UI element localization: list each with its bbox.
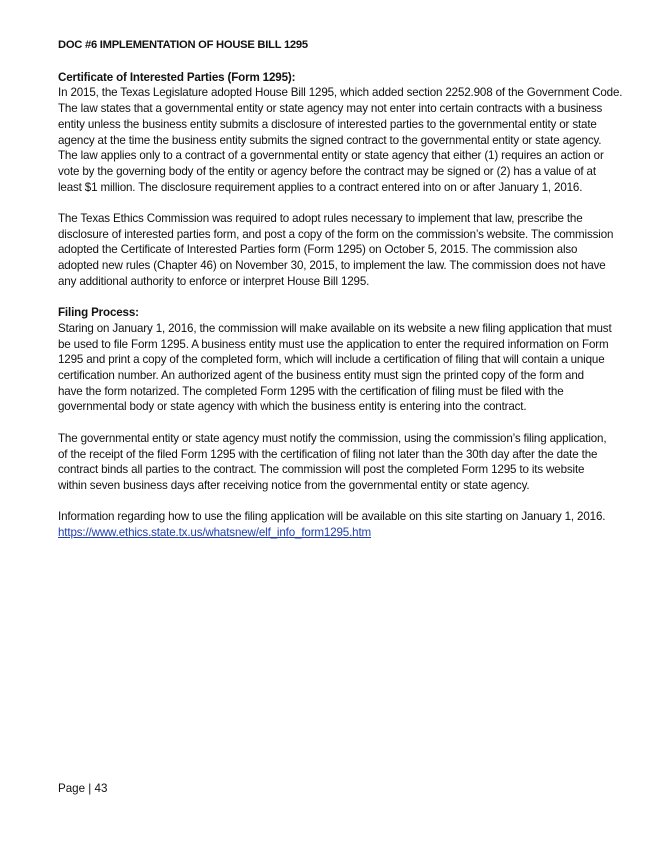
text-line: any additional authority to enforce or interpret House Bill 1295. <box>58 274 370 288</box>
text-line: governmental body or state agency with which the business entity is entering into the contract. <box>58 400 527 414</box>
text-line: vote by the governing body of the entity or agency before the contract may be signed or (2) has a value of at <box>58 164 596 178</box>
paragraph-commission-rules <box>58 211 618 290</box>
text-line: entity unless the business entity submits a disclosure of interested parties to the governmental entity or state <box>58 117 597 131</box>
text-line: have the form notarized. The completed Form 1295 with the certification of filing must be filed with the <box>58 384 564 398</box>
text-line: disclosure of interested parties form, and post a copy of the form on the commission’s website. The commission <box>58 227 614 241</box>
paragraph-law-overview <box>58 85 623 195</box>
section-certificate <box>58 70 623 290</box>
section-filing-process <box>58 305 618 541</box>
text-line: The Texas Ethics Commission was required to adopt rules necessary to implement that law, prescribe the <box>58 212 583 226</box>
text-line: adopted new rules (Chapter 46) on November 30, 2015, to implement the law. The commission does not have <box>58 259 606 273</box>
text-line: certification number. An authorized agent of the business entity must sign the printed copy of the form and <box>58 369 584 383</box>
page-footer: Page | 43 <box>58 782 108 795</box>
text-line: within seven business days after receiving notice from the governmental entity or state agency. <box>58 478 530 492</box>
text-line: agency at the time the business entity submits the signed contract to the governmental entity or state agency. <box>58 133 602 147</box>
paragraph-filing-application <box>58 321 618 415</box>
section-heading: Filing Process: <box>58 306 139 320</box>
document-page <box>58 38 623 556</box>
section-heading: Certificate of Interested Parties (Form 1295): <box>58 70 296 84</box>
text-line: be used to file Form 1295. A business entity must use the application to enter the required information on Form <box>58 337 609 351</box>
text-line: contract binds all parties to the contract. The commission will post the completed Form 1295 to its website <box>58 463 585 477</box>
document-title: DOC #6 IMPLEMENTATION OF HOUSE BILL 1295 <box>58 39 308 51</box>
paragraph-information <box>58 509 618 540</box>
text-line: The law applies only to a contract of a governmental entity or state agency that either (1) requires an action or <box>58 149 604 163</box>
text-line: In 2015, the Texas Legislature adopted House Bill 1295, which added section 2252.908 of the Government Code. <box>58 86 623 100</box>
text-line: of the receipt of the filed Form 1295 with the certification of filing not later than the 30th day after the date the <box>58 447 598 461</box>
text-line: Information regarding how to use the filing application will be available on this site starting on January 1, 2016. <box>58 510 606 524</box>
text-line: Staring on January 1, 2016, the commission will make available on its website a new filing application that must <box>58 321 612 335</box>
text-line: least $1 million. The disclosure requirement applies to a contract entered into on or after January 1, 2016. <box>58 180 583 194</box>
text-line: The governmental entity or state agency must notify the commission, using the commission’s filing application, <box>58 431 607 445</box>
text-line: The law states that a governmental entity or state agency may not enter into certain contracts with a business <box>58 102 603 116</box>
paragraph-notification <box>58 431 618 494</box>
text-line: 1295 and print a copy of the completed form, which will include a certification of filing that will contain a unique <box>58 353 605 367</box>
ethics-form1295-link[interactable]: https://www.ethics.state.tx.us/whatsnew/elf_info_form1295.htm <box>58 526 372 540</box>
text-line: adopted the Certificate of Interested Parties form (Form 1295) on October 5, 2015. The commission also <box>58 243 578 257</box>
